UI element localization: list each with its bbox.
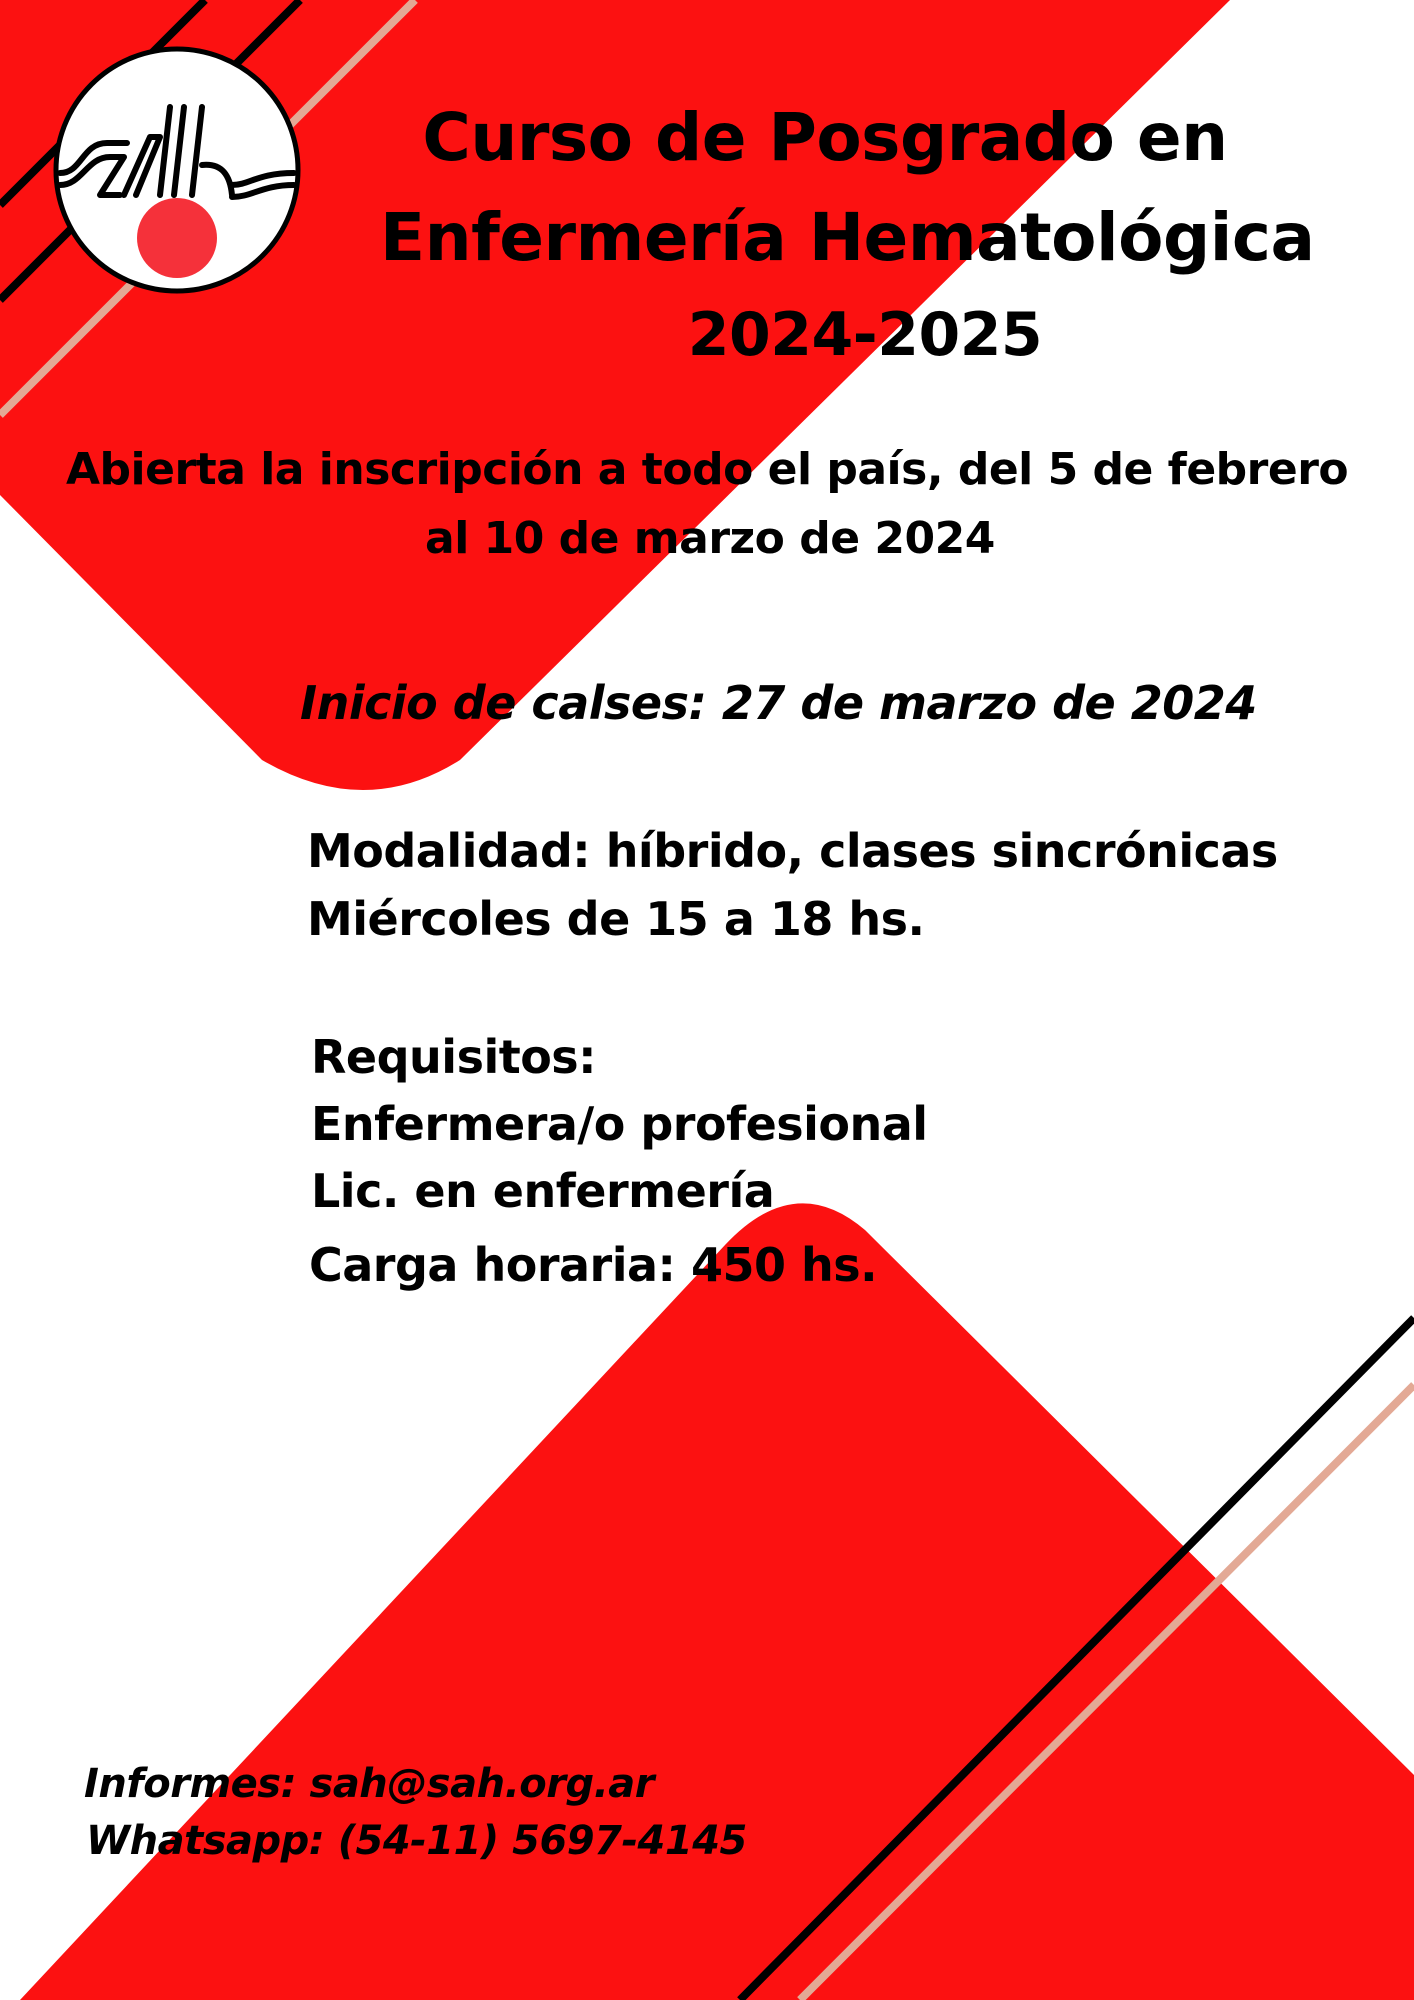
requirements-heading: Requisitos:: [311, 1030, 597, 1084]
requirement-item: Enfermera/o profesional: [311, 1097, 928, 1151]
class-start-date: Inicio de calses: 27 de marzo de 2024: [300, 676, 1257, 730]
modality-line1: Modalidad: híbrido, clases sincrónicas: [307, 824, 1278, 878]
contact-email[interactable]: Informes: sah@sah.org.ar: [84, 1761, 655, 1807]
course-years: 2024-2025: [687, 300, 1043, 370]
requirement-item: Lic. en enfermería: [311, 1164, 775, 1218]
workload: Carga horaria: 450 hs.: [309, 1238, 878, 1292]
course-title-line1: Curso de Posgrado en: [422, 99, 1228, 176]
registration-line2: al 10 de marzo de 2024: [425, 513, 995, 564]
contact-whatsapp[interactable]: Whatsapp: (54-11) 5697-4145: [86, 1818, 747, 1864]
bottom-red-band: [20, 1203, 1414, 2000]
course-title-line2: Enfermería Hematológica: [380, 199, 1315, 276]
sah-logo-icon: [52, 45, 302, 295]
modality-line2: Miércoles de 15 a 18 hs.: [307, 892, 925, 946]
registration-line1: Abierta la inscripción a todo el país, del 5 de febrero: [66, 444, 1349, 495]
